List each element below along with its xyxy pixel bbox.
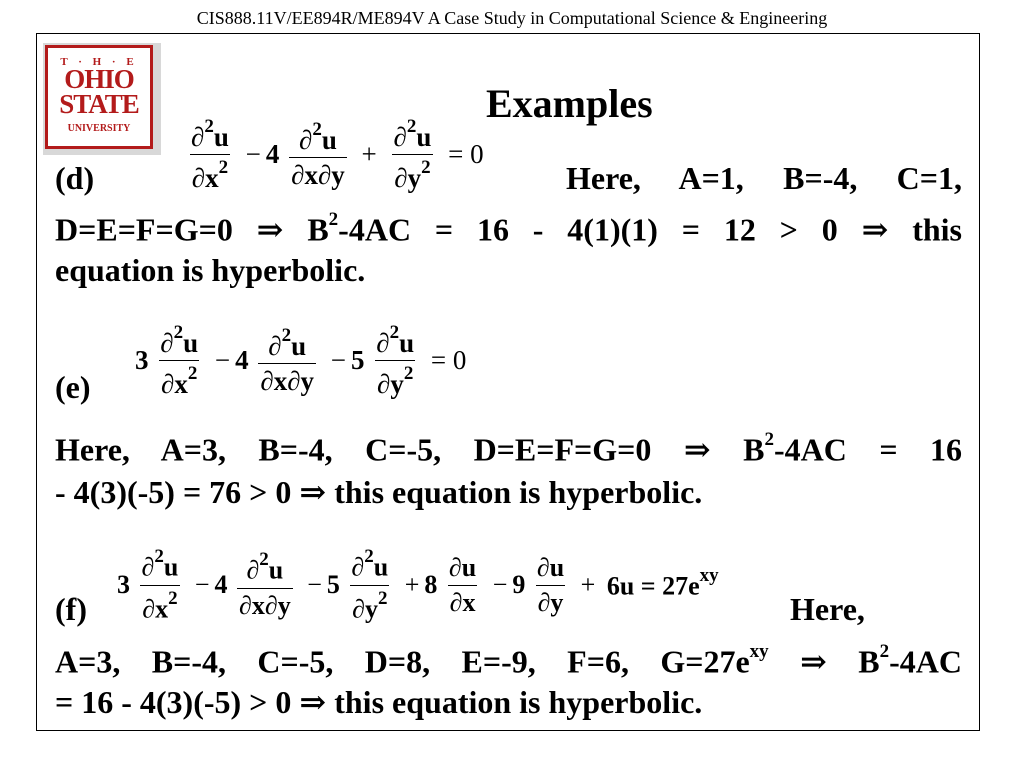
e-text-line1: Here, A=3, B=-4, C=-5, D=E=F=G=0 ⇒ $B^2-4AC = 16$ — [55, 429, 963, 468]
f-text-line3: = 16 - 4(3)(-5) > 0 ⇒ this equation is hyperbolic. — [55, 684, 703, 720]
f-text-line2: A=3, B=-4, C=-5, D=8, E=-9, F=6, $G=27e^{xy}$ ⇒ $B^2-4AC$ — [55, 641, 963, 680]
equation-e: 3 $\frac{\partial^2u}{\partial x^2}$ − 4 $\frac{\partial^2u}{\partial x\partial y}$ − 5 $\frac{\partial^2u}{\partial y^2}$ = 0 — [135, 322, 467, 399]
d-text-line3: equation is hyperbolic. — [55, 252, 366, 288]
label-e: (e) — [55, 369, 91, 405]
logo-university: UNIVERSITY — [67, 123, 131, 134]
equation-f: 3 $\frac{\partial^2u}{\partial x^2}$ − 4 $\frac{\partial^2u}{\partial x\partial y}$ − 5 $\frac{\partial^2u}{\partial y^2}$ + 8 $\frac{\partial u}{\partial x}$ − 9 $\frac{\partial u}{\partial y}$ + $6u = 27e^{xy}$ — [117, 546, 719, 624]
label-d: (d) — [55, 160, 95, 196]
equation-d: $\frac{\partial^2u}{\partial x^2}$ − 4 $\frac{\partial^2u}{\partial x\partial y}$ + $\frac{\partial^2u}{\partial y^2}$ = 0 — [191, 116, 484, 193]
d-text-line1: Here, A=1, B=-4, C=1, — [566, 160, 962, 196]
slide-header: CIS888.11V/EE894R/ME894V A Case Study in Computational Science & Engineering — [196, 8, 828, 28]
d-text-line2: D=E=F=G=0 ⇒ $B^2-4AC = 16 - 4(1)(1) = 12 > 0$ ⇒ this — [55, 209, 963, 248]
e-text-line2: - 4(3)(-5) = 76 > 0 ⇒ this equation is hyperbolic. — [55, 474, 703, 510]
slide-title: Examples — [486, 81, 653, 126]
logo-state: STATE — [59, 89, 139, 119]
f-text-here: Here, — [790, 591, 865, 627]
logo-ohio: OHIO — [64, 64, 134, 94]
logo-the: T · H · E — [60, 56, 138, 68]
university-logo — [43, 43, 161, 155]
label-f: (f) — [55, 591, 87, 627]
